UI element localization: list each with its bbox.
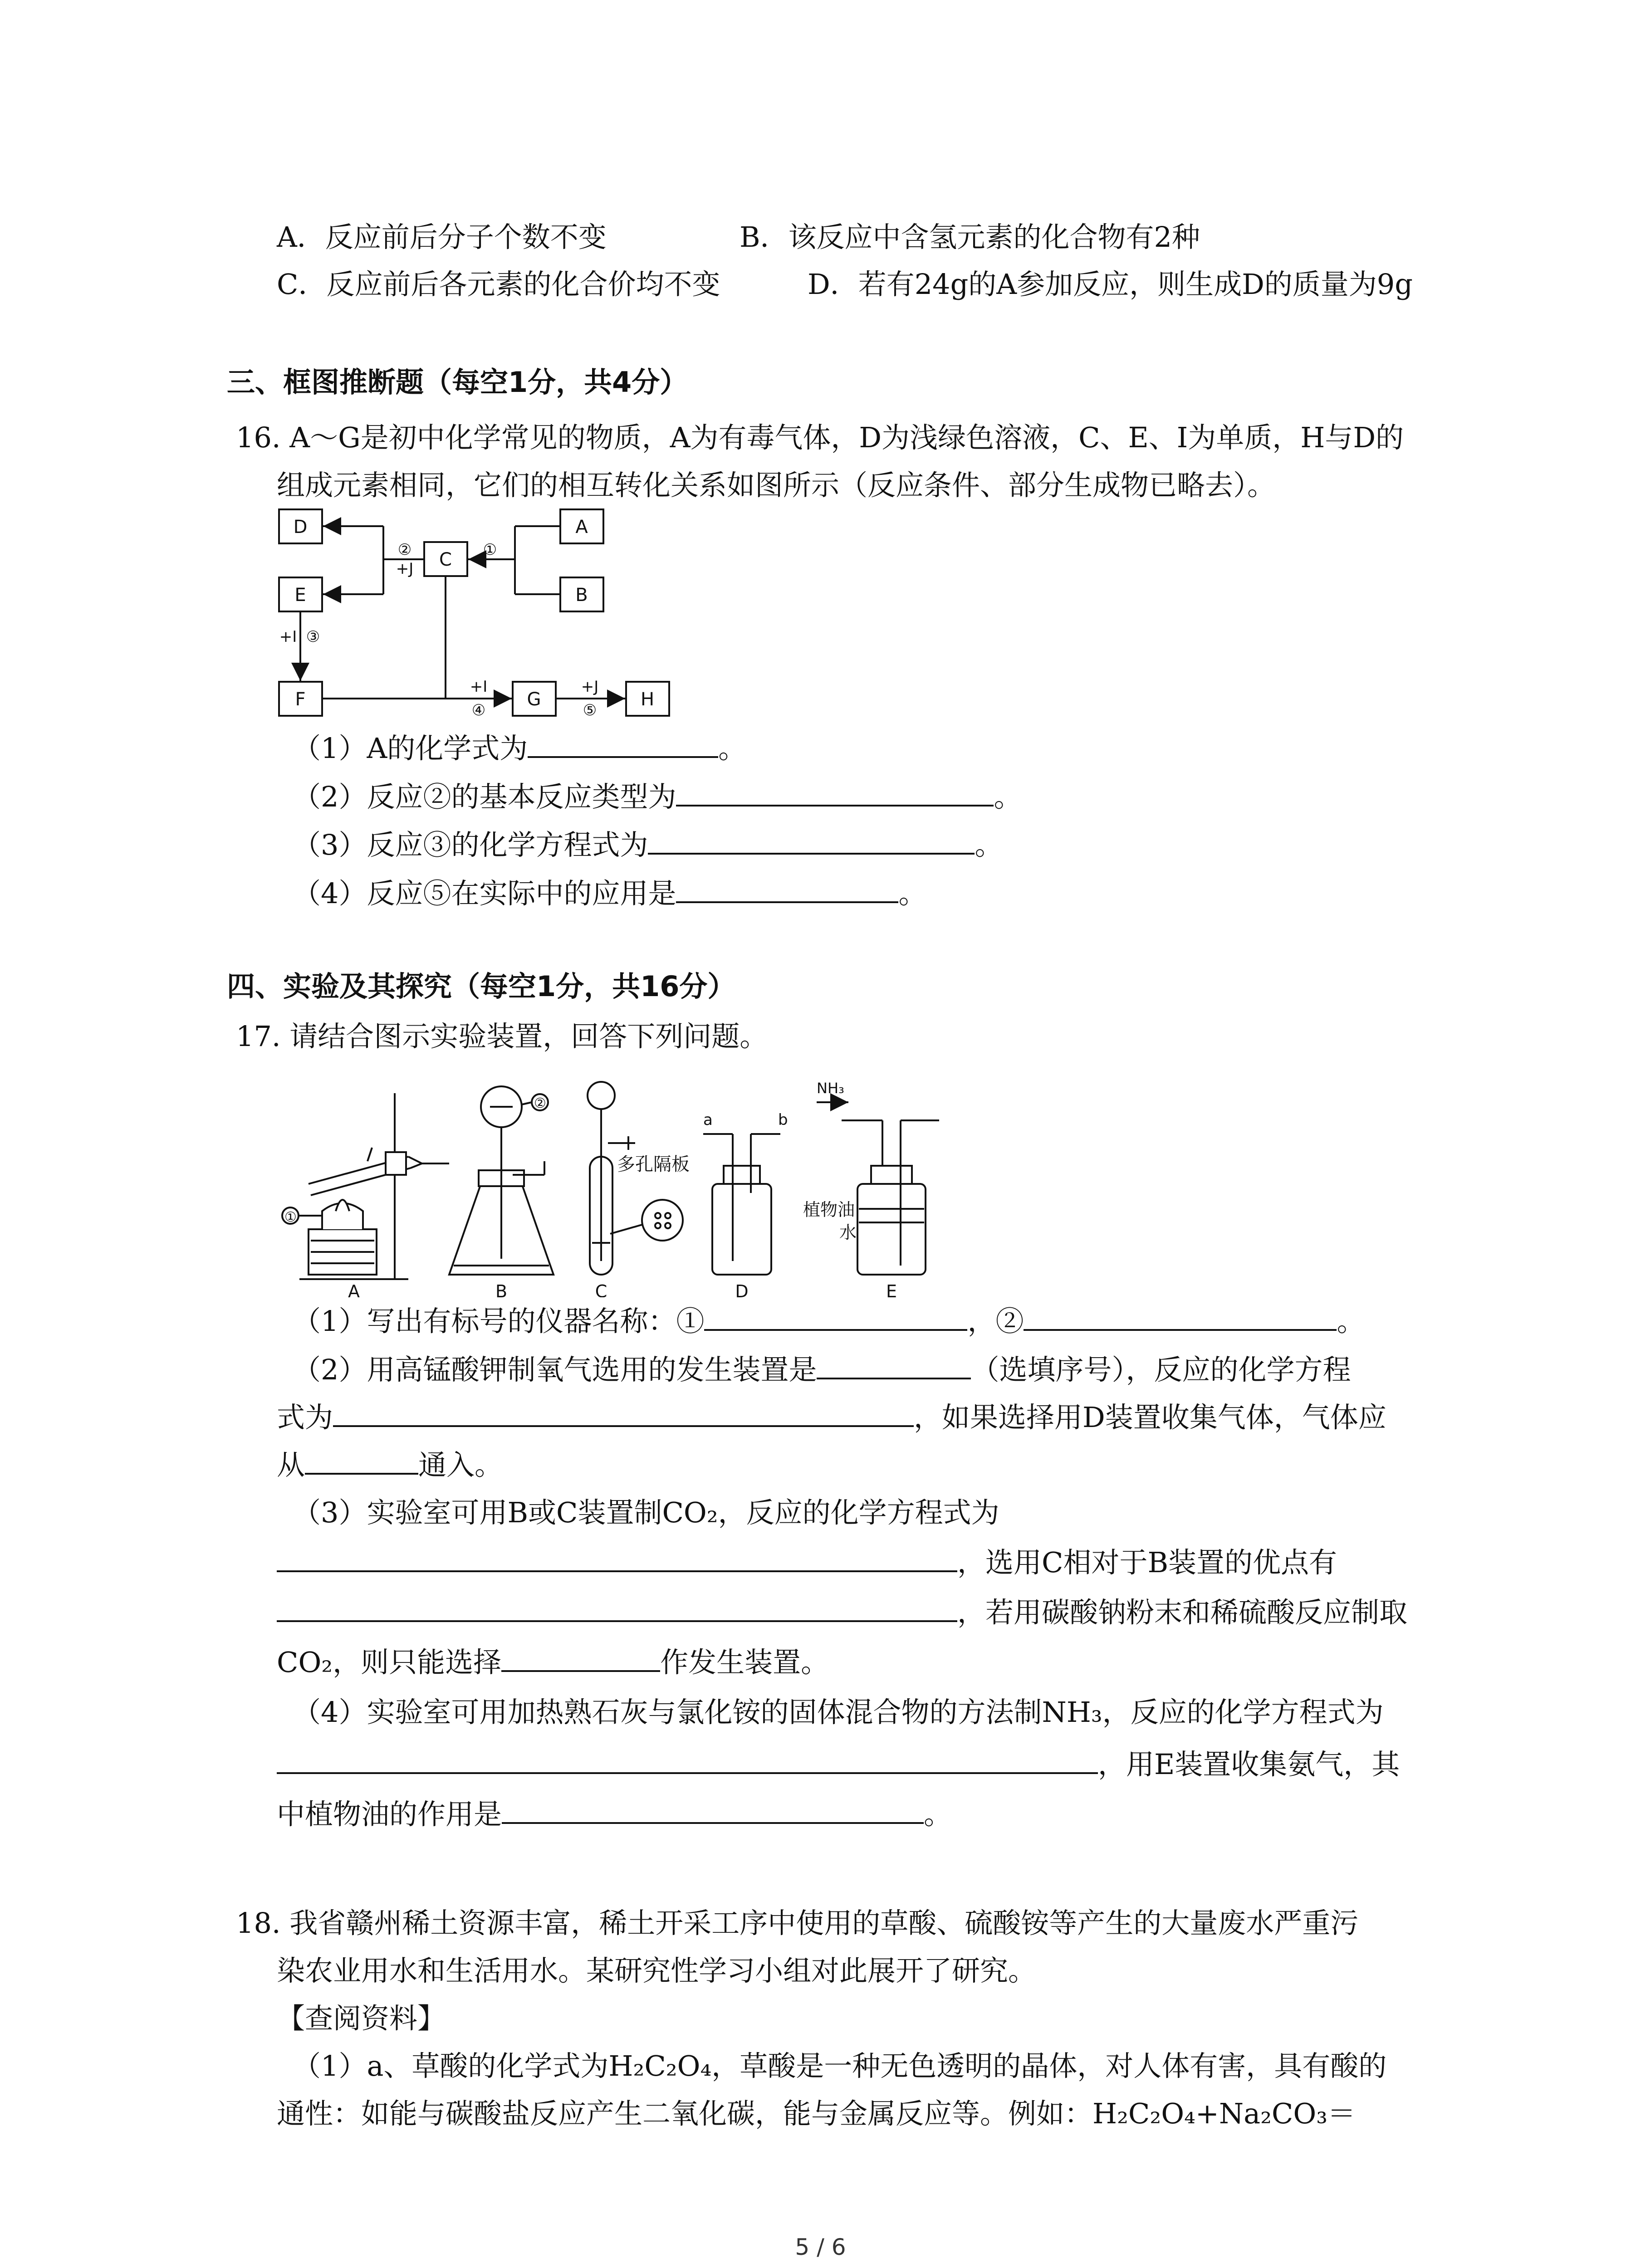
q16-sub1-end: 。 <box>718 732 747 765</box>
q17-sub3-blank3[interactable] <box>501 1643 660 1672</box>
q16-sub4-text: （4）反应⑤在实际中的应用是 <box>293 877 676 910</box>
q18-line4: （1）a、草酸的化学式为H₂C₂O₄，草酸是一种无色透明的晶体，对人体有害，具有酸的 <box>293 2049 1387 2082</box>
q17-sub4-line3-text: 中植物油的作用是 <box>277 1798 502 1831</box>
q16-sub4 <box>293 873 926 914</box>
porous-plate-label: 多孔隔板 <box>617 1154 690 1175</box>
q16-sub3-blank[interactable] <box>648 826 975 855</box>
node-b-label: B <box>575 585 588 606</box>
q16-sub1 <box>293 728 746 769</box>
oil-label: 植物油 <box>803 1200 855 1220</box>
q15-option-c: C．反应前后各元素的化合价均不变 <box>277 268 720 301</box>
q15-option-d: D．若有24g的A参加反应，则生成D的质量为9g <box>808 268 1413 301</box>
q17-sub2-line2-end: ，如果选择用D装置收集气体，气体应 <box>914 1401 1386 1434</box>
section-4-title: 四、实验及其探究（每空1分，共16分） <box>227 970 736 1003</box>
mark-1-label: ① <box>284 1209 297 1225</box>
q17-sub4-line2 <box>277 1744 1400 1785</box>
q17-sub3-line4-end: 作发生装置。 <box>660 1646 829 1679</box>
node-c-label: C <box>439 549 452 570</box>
plus-j-bottom-label: +J <box>581 678 599 696</box>
q17-sub2-blank2[interactable] <box>333 1398 914 1427</box>
q15-option-a: A．反应前后分子个数不变 <box>277 220 607 254</box>
reaction-5-label: ⑤ <box>583 701 597 719</box>
q17-sub1 <box>293 1301 1365 1342</box>
plus-i-left-label: +I <box>279 628 297 646</box>
apparatus-e <box>817 1102 939 1275</box>
q17-sub2-line3-end: 通入。 <box>418 1448 503 1481</box>
q16-sub2-blank[interactable] <box>676 777 994 807</box>
reaction-1-label: ① <box>483 541 497 559</box>
q18-line5: 通性：如能与碳酸盐反应产生二氧化碳，能与金属反应等。例如：H₂C₂O₄+Na₂CO₃＝ <box>277 2097 1356 2130</box>
q17-sub3-line1: （3）实验室可用B或C装置制CO₂，反应的化学方程式为 <box>293 1496 999 1529</box>
q16-sub1-blank[interactable] <box>528 729 718 758</box>
reaction-3-label: ③ <box>306 628 320 646</box>
q17-sub2-blank1[interactable] <box>817 1350 971 1379</box>
water-label: 水 <box>839 1222 857 1242</box>
apparatus-e-label: E <box>886 1281 897 1297</box>
q17-sub3-line4 <box>277 1642 829 1683</box>
tube-b-label: b <box>778 1111 788 1129</box>
plus-i-bottom-label: +I <box>470 678 488 696</box>
q16-sub3-text: （3）反应③的化学方程式为 <box>293 828 648 861</box>
q16-flow-diagram <box>277 506 685 723</box>
q17-sub1-end: 。 <box>1337 1305 1365 1338</box>
q16-sub2-text: （2）反应②的基本反应类型为 <box>293 780 676 813</box>
node-g-label: G <box>527 689 541 710</box>
q17-sub1-text: （1）写出有标号的仪器名称：① <box>293 1305 705 1338</box>
apparatus-d-label: D <box>735 1281 749 1297</box>
apparatus-b <box>449 1086 554 1275</box>
node-h-label: H <box>640 689 655 710</box>
node-a-label: A <box>575 517 588 538</box>
plus-j-top-label: +J <box>396 560 414 578</box>
q15-option-b: B．该反应中含氢元素的化合物有2种 <box>740 220 1200 254</box>
q18-line2: 染农业用水和生活用水。某研究性学习小组对此展开了研究。 <box>277 1954 1037 1987</box>
reaction-4-label: ④ <box>471 701 486 719</box>
q17-sub2-text: （2）用高锰酸钾制氧气选用的发生装置是 <box>293 1353 817 1386</box>
q17-sub4-line3-end: 。 <box>924 1798 952 1831</box>
q17-sub2-line1 <box>293 1349 1351 1390</box>
q17-sub2-line2-text: 式为 <box>277 1401 333 1434</box>
q17-apparatus-figure <box>272 1080 989 1297</box>
q17-sub3-line2-text: ，选用C相对于B装置的优点有 <box>957 1546 1337 1579</box>
q17-sub1-mid: ，② <box>967 1305 1024 1338</box>
apparatus-a-label: A <box>348 1281 360 1297</box>
q18-line1: 18. 我省赣州稀土资源丰富，稀土开采工序中使用的草酸、硫酸铵等产生的大量废水严重污 <box>236 1906 1359 1940</box>
apparatus-d <box>703 1134 780 1275</box>
q17-stem: 17. 请结合图示实验装置，回答下列问题。 <box>236 1020 768 1053</box>
node-e-label: E <box>294 585 306 606</box>
apparatus-c-label: C <box>595 1281 607 1297</box>
q16-sub3 <box>293 825 1003 865</box>
reaction-2-label: ② <box>397 541 412 559</box>
q17-sub4-blank2[interactable] <box>502 1795 924 1824</box>
q17-sub2-text-b: （选填序号），反应的化学方程 <box>971 1353 1351 1386</box>
q17-sub3-line3-text: ，若用碳酸钠粉末和稀硫酸反应制取 <box>957 1596 1408 1629</box>
q17-sub3-line3 <box>277 1592 1407 1633</box>
q16-sub2 <box>293 777 1022 817</box>
q17-sub3-line4-text: CO₂，则只能选择 <box>277 1646 502 1679</box>
q16-sub4-blank[interactable] <box>676 874 898 903</box>
section-3-title: 三、框图推断题（每空1分，共4分） <box>227 366 688 399</box>
q16-sub1-text: （1）A的化学式为 <box>293 732 528 765</box>
q17-sub1-blank1[interactable] <box>704 1302 967 1331</box>
q17-sub2-line3-text: 从 <box>277 1448 305 1481</box>
q18-line3: 【查阅资料】 <box>277 2002 446 2035</box>
q17-sub4-blank1[interactable] <box>277 1745 1098 1774</box>
q17-sub1-blank2[interactable] <box>1024 1302 1337 1331</box>
q17-sub2-line2 <box>277 1397 1386 1438</box>
mark-2-label: ② <box>534 1095 546 1111</box>
q16-stem-line1: 16. A～G是初中化学常见的物质，A为有毒气体，D为浅绿色溶液，C、E、I为单质，H与D的 <box>236 421 1404 454</box>
q16-stem-line2: 组成元素相同，它们的相互转化关系如图所示（反应条件、部分生成物已略去）。 <box>277 469 1276 502</box>
q16-sub2-end: 。 <box>994 780 1022 813</box>
q16-sub4-end: 。 <box>898 877 927 910</box>
q17-sub4-line1: （4）实验室可用加热熟石灰与氯化铵的固体混合物的方法制NH₃，反应的化学方程式为 <box>293 1696 1384 1729</box>
q17-sub4-line2-text: ，用E装置收集氨气，其 <box>1098 1748 1400 1781</box>
nh3-label: NH₃ <box>817 1080 844 1097</box>
q17-sub3-blank1[interactable] <box>277 1543 957 1572</box>
q17-sub4-line3 <box>277 1794 952 1835</box>
q17-sub2-blank3[interactable] <box>305 1446 418 1475</box>
q17-sub3-line2 <box>277 1542 1337 1583</box>
apparatus-b-label: B <box>495 1281 508 1297</box>
apparatus-c <box>588 1082 683 1275</box>
q17-sub2-line3 <box>277 1445 503 1486</box>
tube-a-label: a <box>703 1111 713 1129</box>
node-d-label: D <box>293 517 308 538</box>
page-number: 5 / 6 <box>795 2234 846 2260</box>
q16-sub3-end: 。 <box>975 828 1003 861</box>
apparatus-a <box>282 1093 449 1279</box>
node-f-label: F <box>295 689 306 710</box>
q17-sub3-blank2[interactable] <box>277 1593 957 1622</box>
